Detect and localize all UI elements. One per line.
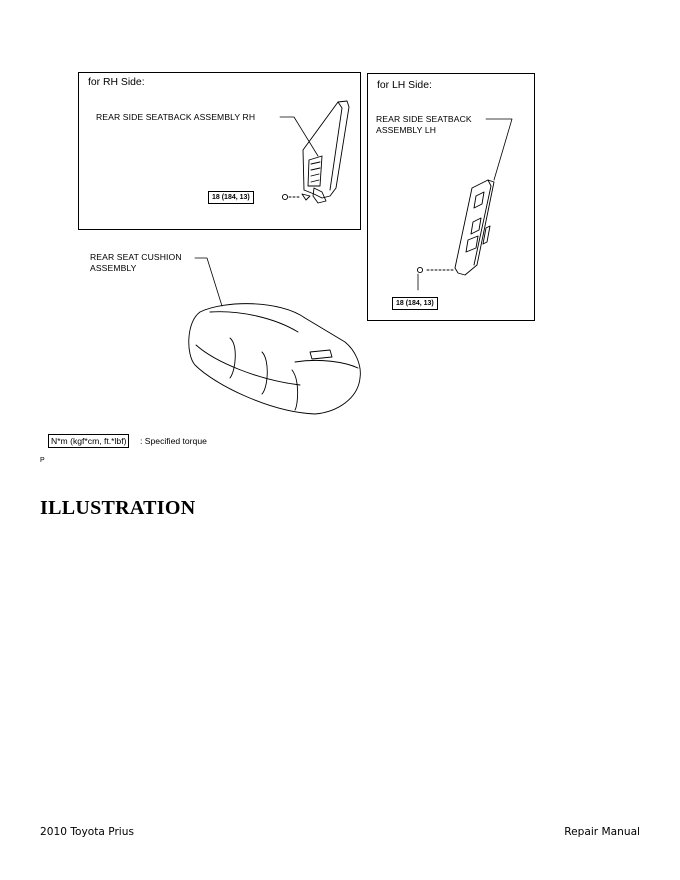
rh-torque-value: 18 (184, 13)	[208, 191, 254, 204]
seat-cushion-drawing	[189, 258, 361, 414]
torque-unit-legend: N*m (kgf*cm, ft.*lbf)	[48, 434, 129, 448]
lh-seatback-label-line1: REAR SIDE SEATBACK	[376, 114, 472, 124]
lh-torque-value: 18 (184, 13)	[392, 297, 438, 310]
section-heading: ILLUSTRATION	[40, 497, 196, 519]
cushion-label-line1: REAR SEAT CUSHION	[90, 252, 182, 262]
cushion-label-line2: ASSEMBLY	[90, 263, 137, 273]
lh-side-title: for LH Side:	[377, 80, 432, 91]
lh-seatback-label-line2: ASSEMBLY LH	[376, 125, 437, 135]
torque-legend-text: : Specified torque	[140, 436, 207, 446]
lh-side-panel	[367, 73, 535, 321]
rh-seatback-label: REAR SIDE SEATBACK ASSEMBLY RH	[96, 112, 256, 122]
footer-left: 2010 Toyota Prius	[40, 826, 134, 838]
rh-side-title: for RH Side:	[88, 77, 145, 88]
footer-right: Repair Manual	[564, 826, 640, 838]
rh-side-panel	[78, 72, 361, 230]
figure-code: P	[40, 457, 45, 464]
